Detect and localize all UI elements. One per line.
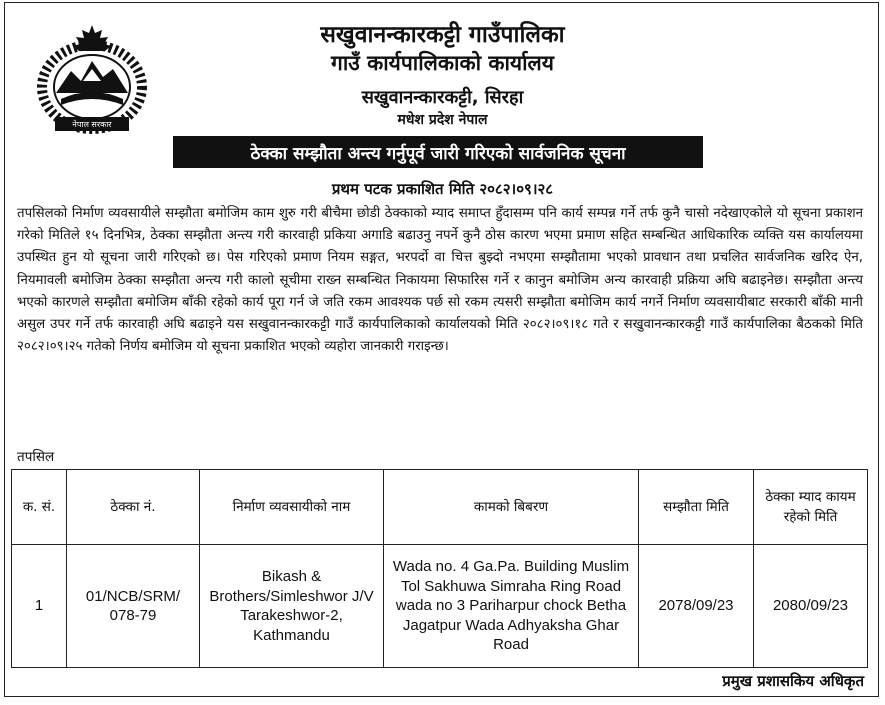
- signatory-title: प्रमुख प्रशासकिय अधिकृत: [722, 672, 864, 690]
- table-row: [12, 545, 868, 668]
- table-header-row: [12, 470, 868, 545]
- cell-contract-expiry-date: 2080/09/23: [754, 545, 868, 668]
- cell-work-description: Wada no. 4 Ga.Pa. Building Muslim Tol Sakhuwa Simraha Ring Road wada no 3 Pariharpur chock Betha Jagatpur Wada Adhyaksha Ghar Road: [384, 545, 639, 668]
- schedule-label: तपसिल: [17, 449, 55, 465]
- municipality-name: सखुवानन्कारकट्टी गाउँपालिका: [320, 22, 565, 48]
- header-agreement-date: सम्झौता मिति: [639, 470, 754, 545]
- header-contractor-name: निर्माण व्यवसायीको नाम: [200, 470, 384, 545]
- province-name: मधेश प्रदेश नेपाल: [397, 112, 488, 128]
- header-serial: क. सं.: [12, 470, 67, 545]
- office-address: सखुवानन्कारकट्टी, सिरहा: [361, 87, 524, 108]
- emblem-caption: नेपाल सरकार: [72, 120, 112, 129]
- first-published-date: प्रथम पटक प्रकाशित मिति २०८२।०९।२८: [331, 180, 554, 198]
- notice-title: ठेक्का सम्झौता अन्त्य गर्नुपूर्व जारी गरिएको सार्वजनिक सूचना: [173, 136, 703, 168]
- notice-page: [4, 2, 879, 697]
- cell-contract-no: 01/NCB/SRM/ 078-79: [67, 545, 200, 668]
- cell-serial: 1: [12, 545, 67, 668]
- office-name: गाउँ कार्यपालिकाको कार्यालय: [331, 51, 554, 75]
- cell-agreement-date: 2078/09/23: [639, 545, 754, 668]
- header-work-description: कामको बिबरण: [384, 470, 639, 545]
- header-contract-no: ठेक्का नं.: [67, 470, 200, 545]
- notice-body: तपसिलको निर्माण व्यवसायीले सम्झौता बमोजिम काम शुरु गरी बीचैमा छोडी ठेक्काको म्याद समाप्त हुँदासम्म पनि कार्य सम्पन्न गर्ने तर्फ कुनै चासो नदेखाएकोले यो सूचना प्रकाशन गरेको मितिले १५ दिनभित्र, ठेक्का सम्झौता अन्त्य गरी कारवाही प्रकिया अगाडि बढाउनु नपर्ने कुनै ठोस कारण भएमा प्रमाण सहित सम्बन्धित आधिकारिक व्यक्ति यस कार्यालयमा उपस्थित हुन यो सूचना जारी गरिएको छ। पेस गरिएको प्रमाण नियम सङ्गत, भरपर्दो वा चित्त बुझ्दो नभएमा सम्झौतामा भएको प्रावधान तथा प्रचलित सार्वजनिक खरिद ऐन, नियमावली बमोजिम ठेक्का सम्झौता अन्त्य गरी कालो सूचीमा राख्न सम्बन्धित निकायमा सिफारिस गर्ने र कानुन बमोजिम अन्य कारवाही प्रक्रिया अघि बढाइनेछ। सम्झौता अन्त्य भएको कारणले सम्झौता बमोजिम बाँकी रहेको कार्य पूरा गर्न जे जति रकम आवश्यक पर्छ सो रकम त्यसरी सम्झौता बमोजिम कार्य नगर्ने निर्माण व्यवसायीबाट सरकारी बाँकी मानी असुल उपर गर्ने तर्फ कारवाही अघि बढाइने यस सखुवानन्कारकट्टी गाउँ कार्यपालिकाको कार्यालयको मिति २०८२।०९।१८ गते र सखुवानन्कारकट्टी गाउँ कार्यपालिका बैठकको मिति २०८२।०९।२५ गतेको निर्णय बमोजिम यो सूचना प्रकाशित भएको व्यहोरा जानकारी गराइन्छ।: [17, 206, 863, 355]
- contract-table: [11, 469, 868, 668]
- cell-contractor-name: Bikash & Brothers/Simleshwor J/V Tarakeshwor-2, Kathmandu: [200, 545, 384, 668]
- header-contract-expiry-date: ठेक्का म्याद कायम रहेको मिति: [754, 470, 868, 545]
